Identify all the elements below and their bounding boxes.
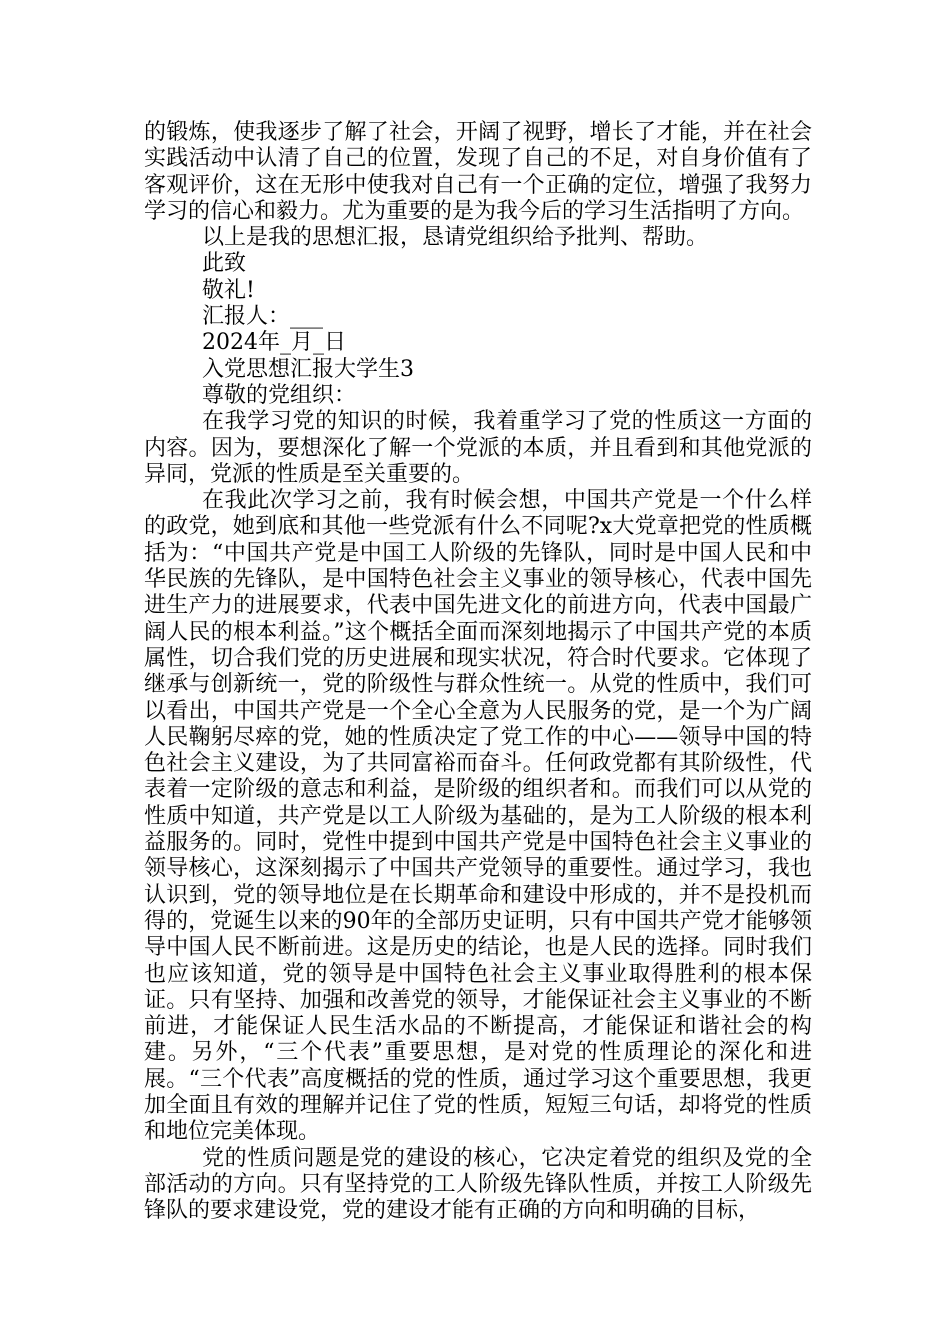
reporter-line: 汇报人：___ <box>202 304 324 330</box>
paragraph-1: 在我学习党的知识的时候，我着重学习了党的性质这一方面的内容。因为，要想深化了解一个党派的本质，并且看到和其他党派的异同，党派的性质是至关重要的。 <box>144 409 812 487</box>
greeting: 尊敬的党组织： <box>202 382 357 408</box>
document-page <box>144 120 812 1224</box>
paragraph-continuation: 的锻炼，使我逐步了解了社会，开阔了视野，增长了才能，并在社会实践活动中认清了自己的位置，发现了自己的不足，对自身价值有了客观评价，这在无形中使我对自己有一个正确的定位，增强了我努力学习的信心和毅力。尤为重要的是为我今后的学习生活指明了方向。 <box>144 120 812 224</box>
salutation-jing-li: 敬礼! <box>202 277 255 303</box>
closing-request: 以上是我的思想汇报，恳请党组织给予批判、帮助。 <box>202 225 709 251</box>
salutation-ci-zhi: 此致 <box>202 251 247 277</box>
section-title: 入党思想汇报大学生3 <box>202 356 414 382</box>
date-line: 2024年_月_日 <box>202 330 346 356</box>
paragraph-3: 党的性质问题是党的建设的核心，它决定着党的组织及党的全部活动的方向。只有坚持党的工人阶级先锋队性质，并按工人阶级先锋队的要求建设党，党的建设才能有正确的方向和明确的目标， <box>144 1145 812 1224</box>
paragraph-2: 在我此次学习之前，我有时候会想，中国共产党是一个什么样的政党，她到底和其他一些党派有什么不同呢?x大党章把党的性质概括为：“中国共产党是中国工人阶级的先锋队，同时是中国人民和中华民族的先锋队，是中国特色社会主义事业的领导核心，代表中国先进生产力的进展要求，代表中国先进文化的前进方向，代表中国最广阔人民的根本利益。”这个概括全面而深刻地揭示了中国共产党的本质属性，切合我们党的历史进展和现实状况，符合时代要求。它体现了继承与创新统一，党的阶级性与群众性统一。从党的性质中，我们可以看出，中国共产党是一个全心全意为人民服务的党，是一个为广阔人民鞠躬尽瘁的党，她的性质决定了党工作的中心——领导中国的特色社会主义建设，为了共同富裕而奋斗。任何政党都有其阶级性，代表着一定阶级的意志和利益，是阶级的组织者和。而我们可以从党的性质中知道，共产党是以工人阶级为基础的，是为工人阶级的根本利益服务的。同时，党性中提到中国共产党是中国特色社会主义事业的领导核心，这深刻揭示了中国共产党领导的重要性。通过学习，我也认识到，党的领导地位是在长期革命和建设中形成的，并不是投机而得的，党诞生以来的90年的全部历史证明，只有中国共产党才能够领导中国人民不断前进。这是历史的结论，也是人民的选择。同时我们也应该知道，党的领导是中国特色社会主义事业取得胜利的根本保证。只有坚持、加强和改善党的领导，才能保证社会主义事业的不断前进，才能保证人民生活水品的不断提高，才能保证和谐社会的构建。另外，“三个代表”重要思想，是对党的性质理论的深化和进展。“三个代表”高度概括的党的性质，通过学习这个重要思想，我更加全面且有效的理解并记住了党的性质，短短三句话，却将党的性质和地位完美体现。 <box>144 488 812 1145</box>
